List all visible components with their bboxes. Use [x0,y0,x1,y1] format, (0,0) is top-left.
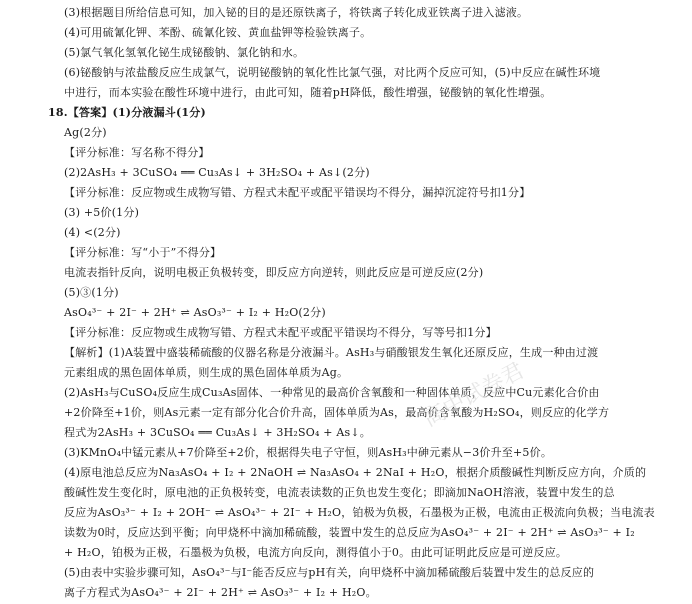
text-line: (5)氯气氧化氢氧化铋生成铋酸钠、氯化钠和水。 [64,46,305,59]
text-line: (4)可用硫氰化钾、苯酚、硫氰化铵、黄血盐钾等检验铁离子。 [64,26,372,39]
scoring-note: 【评分标准：反应物或生成物写错、方程式未配平或配平错误均不得分，漏掉沉淀符号扣1分】 [64,186,531,199]
analysis-line: 元素组成的黑色固体单质，则生成的黑色固体单质为Ag。 [64,366,349,379]
analysis-line: 离子方程式为AsO₄³⁻ + 2I⁻ + 2H⁺ ⇌ AsO₃³⁻ + I₂ + H₂O。 [64,586,377,599]
analysis-line: (5)由表中实验步骤可知，AsO₄³⁻与I⁻能否反应与pH有关，向甲烧杯中滴加稀硫酸后装置中发生的总反应的 [64,566,595,579]
text-line: (3) +5价(1分) [64,206,140,219]
scoring-note: 【评分标准：反应物或生成物写错、方程式未配平或配平错误均不得分，写等号扣1分】 [64,326,497,339]
equation-line: AsO₄³⁻ + 2I⁻ + 2H⁺ ⇌ AsO₃³⁻ + I₂ + H₂O(2分) [64,306,326,319]
analysis-line: (4)原电池总反应为Na₃AsO₄ + I₂ + 2NaOH ⇌ Na₃AsO₄ + 2NaI + H₂O，根据介质酸碱性判断反应方向，介质的 [64,466,647,479]
watermark: 高中试卷君 [419,358,529,433]
text-line: (6)铋酸钠与浓盐酸反应生成氯气，说明铋酸钠的氧化性比氯气强，对比两个反应可知，(5)中反应在碱性环境 [64,66,601,79]
text-line: Ag(2分) [64,126,107,139]
scoring-note: 【评分标准：写名称不得分】 [64,146,210,159]
analysis-line: 读数为0时，反应达到平衡；向甲烧杯中滴加稀硫酸，装置中发生的总反应为AsO₄³⁻ + 2I⁻ + 2H⁺ ⇌ AsO₃³⁻ + I₂ [64,526,635,539]
analysis-line: (3)KMnO₄中锰元素从+7价降至+2价，根据得失电子守恒，则AsH₃中砷元素从−3价升至+5价。 [64,446,553,459]
analysis-line: 【解析】(1)A装置中盛装稀硫酸的仪器名称是分液漏斗。AsH₃与硝酸银发生氧化还原反应，生成一种由过渡 [64,346,599,359]
text-line: (3)根据题目所给信息可知，加入铋的目的是还原铁离子，将铁离子转化成亚铁离子进入滤液。 [64,6,529,19]
analysis-line: (2)AsH₃与CuSO₄反应生成Cu₃As固体、一种常见的最高价含氧酸和一种固体单质，反应中Cu元素化合价由 [64,386,600,399]
equation-line: (2)2AsH₃ + 3CuSO₄ ══ Cu₃As↓ + 3H₂SO₄ + As↓(2分) [64,166,370,179]
text-line: (5)③(1分) [64,286,119,299]
scoring-note: 【评分标准：写“小于”不得分】 [64,246,222,259]
analysis-line: 反应为AsO₃³⁻ + I₂ + 2OH⁻ ⇌ AsO₄³⁻ + 2I⁻ + H₂O，铂极为负极，石墨极为正极，电流由正极流向负极；当电流表 [64,506,655,519]
text-line: (4) <(2分) [64,226,121,239]
text-line: 电流表指针反向，说明电极正负极转变，即反应方向逆转，则此反应是可逆反应(2分) [64,266,484,279]
analysis-line: + H₂O，铂极为正极，石墨极为负极，电流方向反向，测得值小于0。由此可证明此反应是可逆反应。 [64,546,568,559]
analysis-line: 酸碱性发生变化时，原电池的正负极转变，电流表读数的正负也发生变化；即滴加NaOH溶液，装置中发生的总 [64,486,615,499]
text-line: 中进行，而本实验在酸性环境中进行，由此可知，随着pH降低，酸性增强，铋酸钠的氧化性增强。 [64,86,552,99]
question-18-answer: 18.【答案】(1)分液漏斗(1分) [48,106,206,119]
analysis-line: 程式为2AsH₃ + 3CuSO₄ ══ Cu₃As↓ + 3H₂SO₄ + As↓。 [64,426,372,439]
analysis-line: +2价降至+1价，则As元素一定有部分化合价升高，固体单质为As，最高价含氧酸为H₂SO₄，则反应的化学方 [64,406,610,419]
